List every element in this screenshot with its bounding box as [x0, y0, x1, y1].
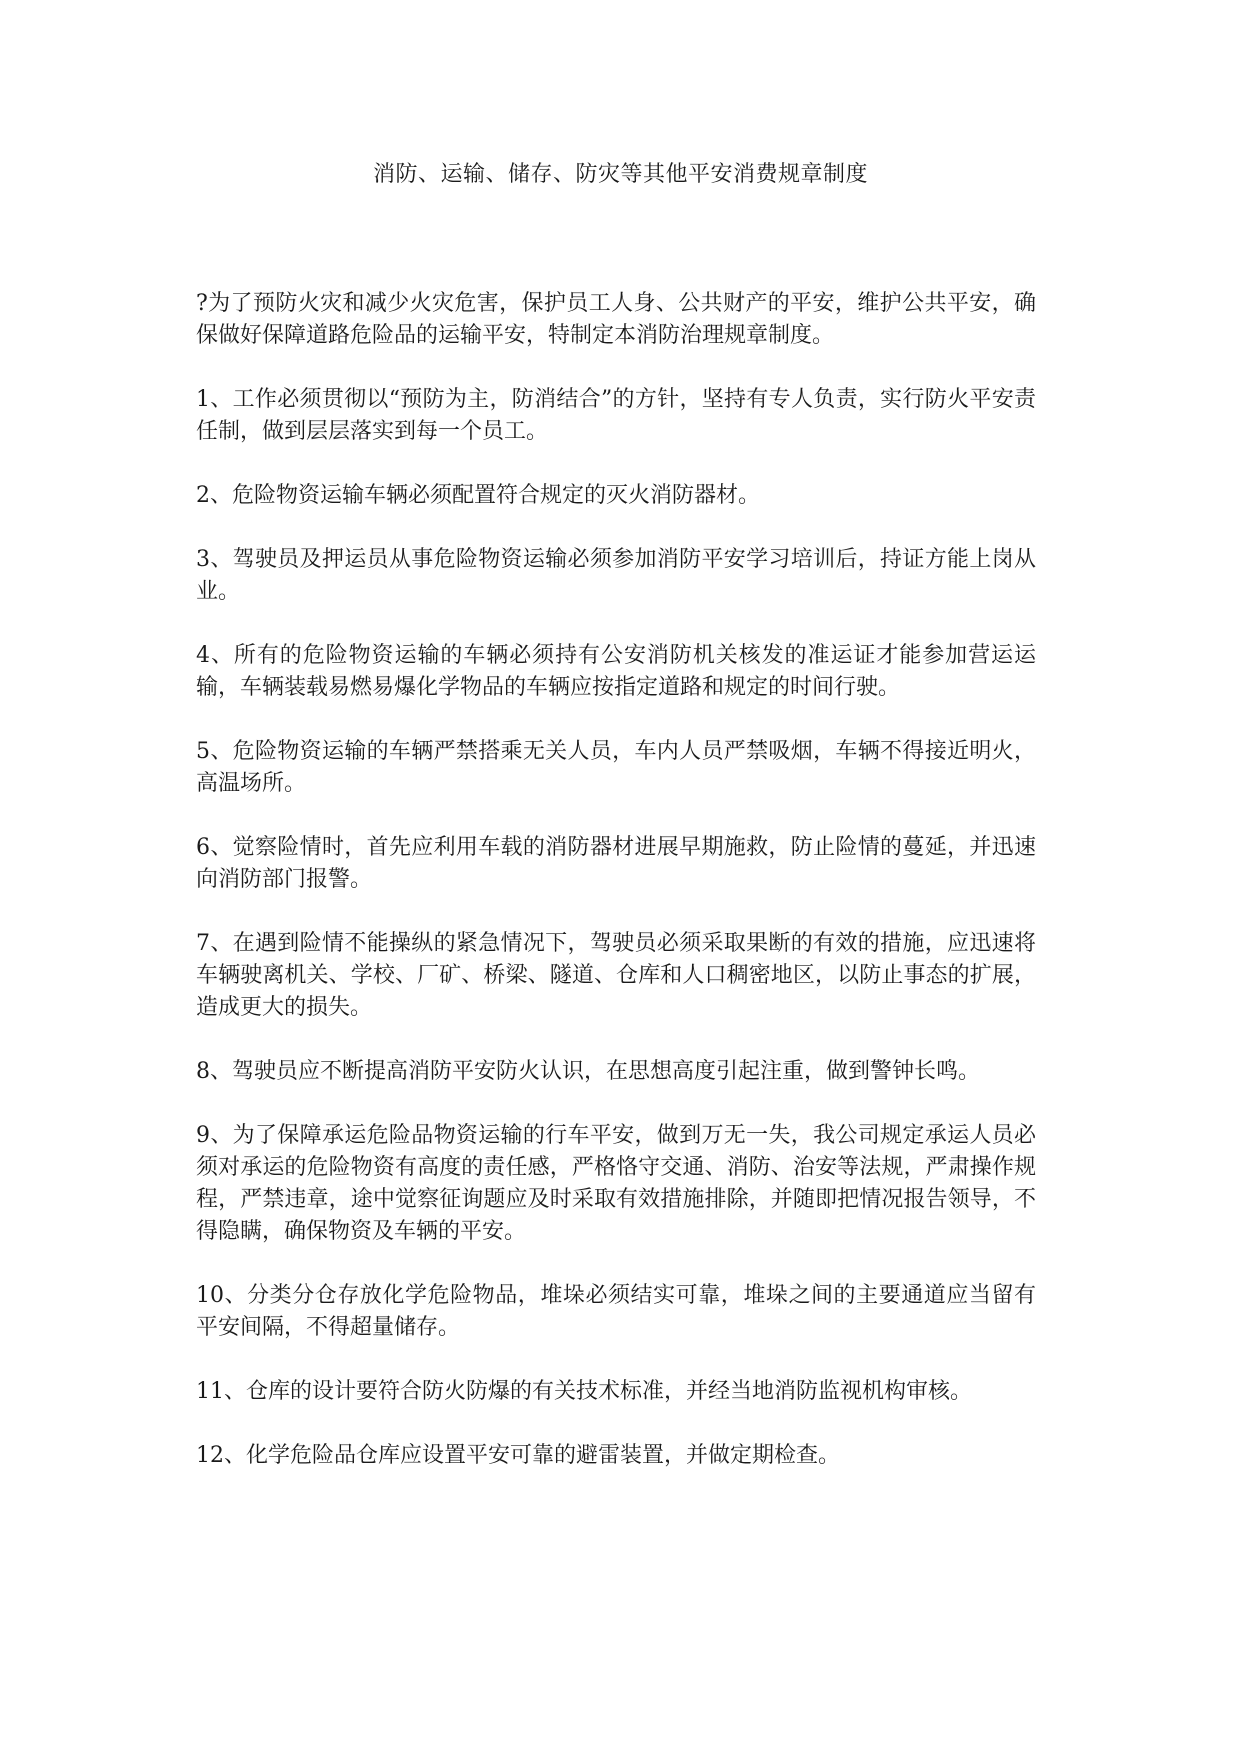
- rule-paragraph-3: 3、驾驶员及押运员从事危险物资运输必须参加消防平安学习培训后，持证方能上岗从业。: [196, 547, 1036, 604]
- rule-paragraph-2: 2、危险物资运输车辆必须配置符合规定的灭火消防器材。: [196, 483, 760, 508]
- document-title: 消防、运输、储存、防灾等其他平安消费规章制度: [372, 162, 868, 187]
- rule-paragraph-1: 1、工作必须贯彻以“预防为主，防消结合”的方针，坚持有专人负责，实行防火平安责任制，做到层层落实到每一个员工。: [196, 387, 1036, 444]
- rule-paragraph-5: 5、危险物资运输的车辆严禁搭乘无关人员，车内人员严禁吸烟，车辆不得接近明火，高温场所。: [196, 739, 1036, 796]
- document-body: [196, 288, 1036, 1504]
- intro-paragraph: ?为了预防火灾和减少火灾危害，保护员工人身、公共财产的平安，维护公共平安，确保做好保障道路危险品的运输平安，特制定本消防治理规章制度。: [196, 291, 1036, 348]
- rule-paragraph-12: 12、化学危险品仓库应设置平安可靠的避雷装置，并做定期检查。: [196, 1443, 840, 1468]
- rule-paragraph-7: 7、在遇到险情不能操纵的紧急情况下，驾驶员必须采取果断的有效的措施，应迅速将车辆驶离机关、学校、厂矿、桥梁、隧道、仓库和人口稠密地区，以防止事态的扩展，造成更大的损失。: [196, 931, 1036, 1020]
- rule-paragraph-8: 8、驾驶员应不断提高消防平安防火认识，在思想高度引起注重，做到警钟长鸣。: [196, 1059, 980, 1084]
- rule-paragraph-4: 4、所有的危险物资运输的车辆必须持有公安消防机关核发的准运证才能参加营运运输，车辆装载易燃易爆化学物品的车辆应按指定道路和规定的时间行驶。: [196, 643, 1036, 700]
- rule-paragraph-6: 6、觉察险情时，首先应利用车载的消防器材进展早期施救，防止险情的蔓延，并迅速向消防部门报警。: [196, 835, 1036, 892]
- rule-paragraph-10: 10、分类分仓存放化学危险物品，堆垛必须结实可靠，堆垛之间的主要通道应当留有平安间隔，不得超量储存。: [196, 1283, 1036, 1340]
- rule-paragraph-9: 9、为了保障承运危险品物资运输的行车平安，做到万无一失，我公司规定承运人员必须对承运的危险物资有高度的责任感，严格恪守交通、消防、治安等法规，严肃操作规程，严禁违章，途中觉察征询题应及时采取有效措施排除，并随即把情况报告领导，不得隐瞒，确保物资及车辆的平安。: [196, 1123, 1036, 1244]
- rule-paragraph-11: 11、仓库的设计要符合防火防爆的有关技术标准，并经当地消防监视机构审核。: [196, 1379, 972, 1404]
